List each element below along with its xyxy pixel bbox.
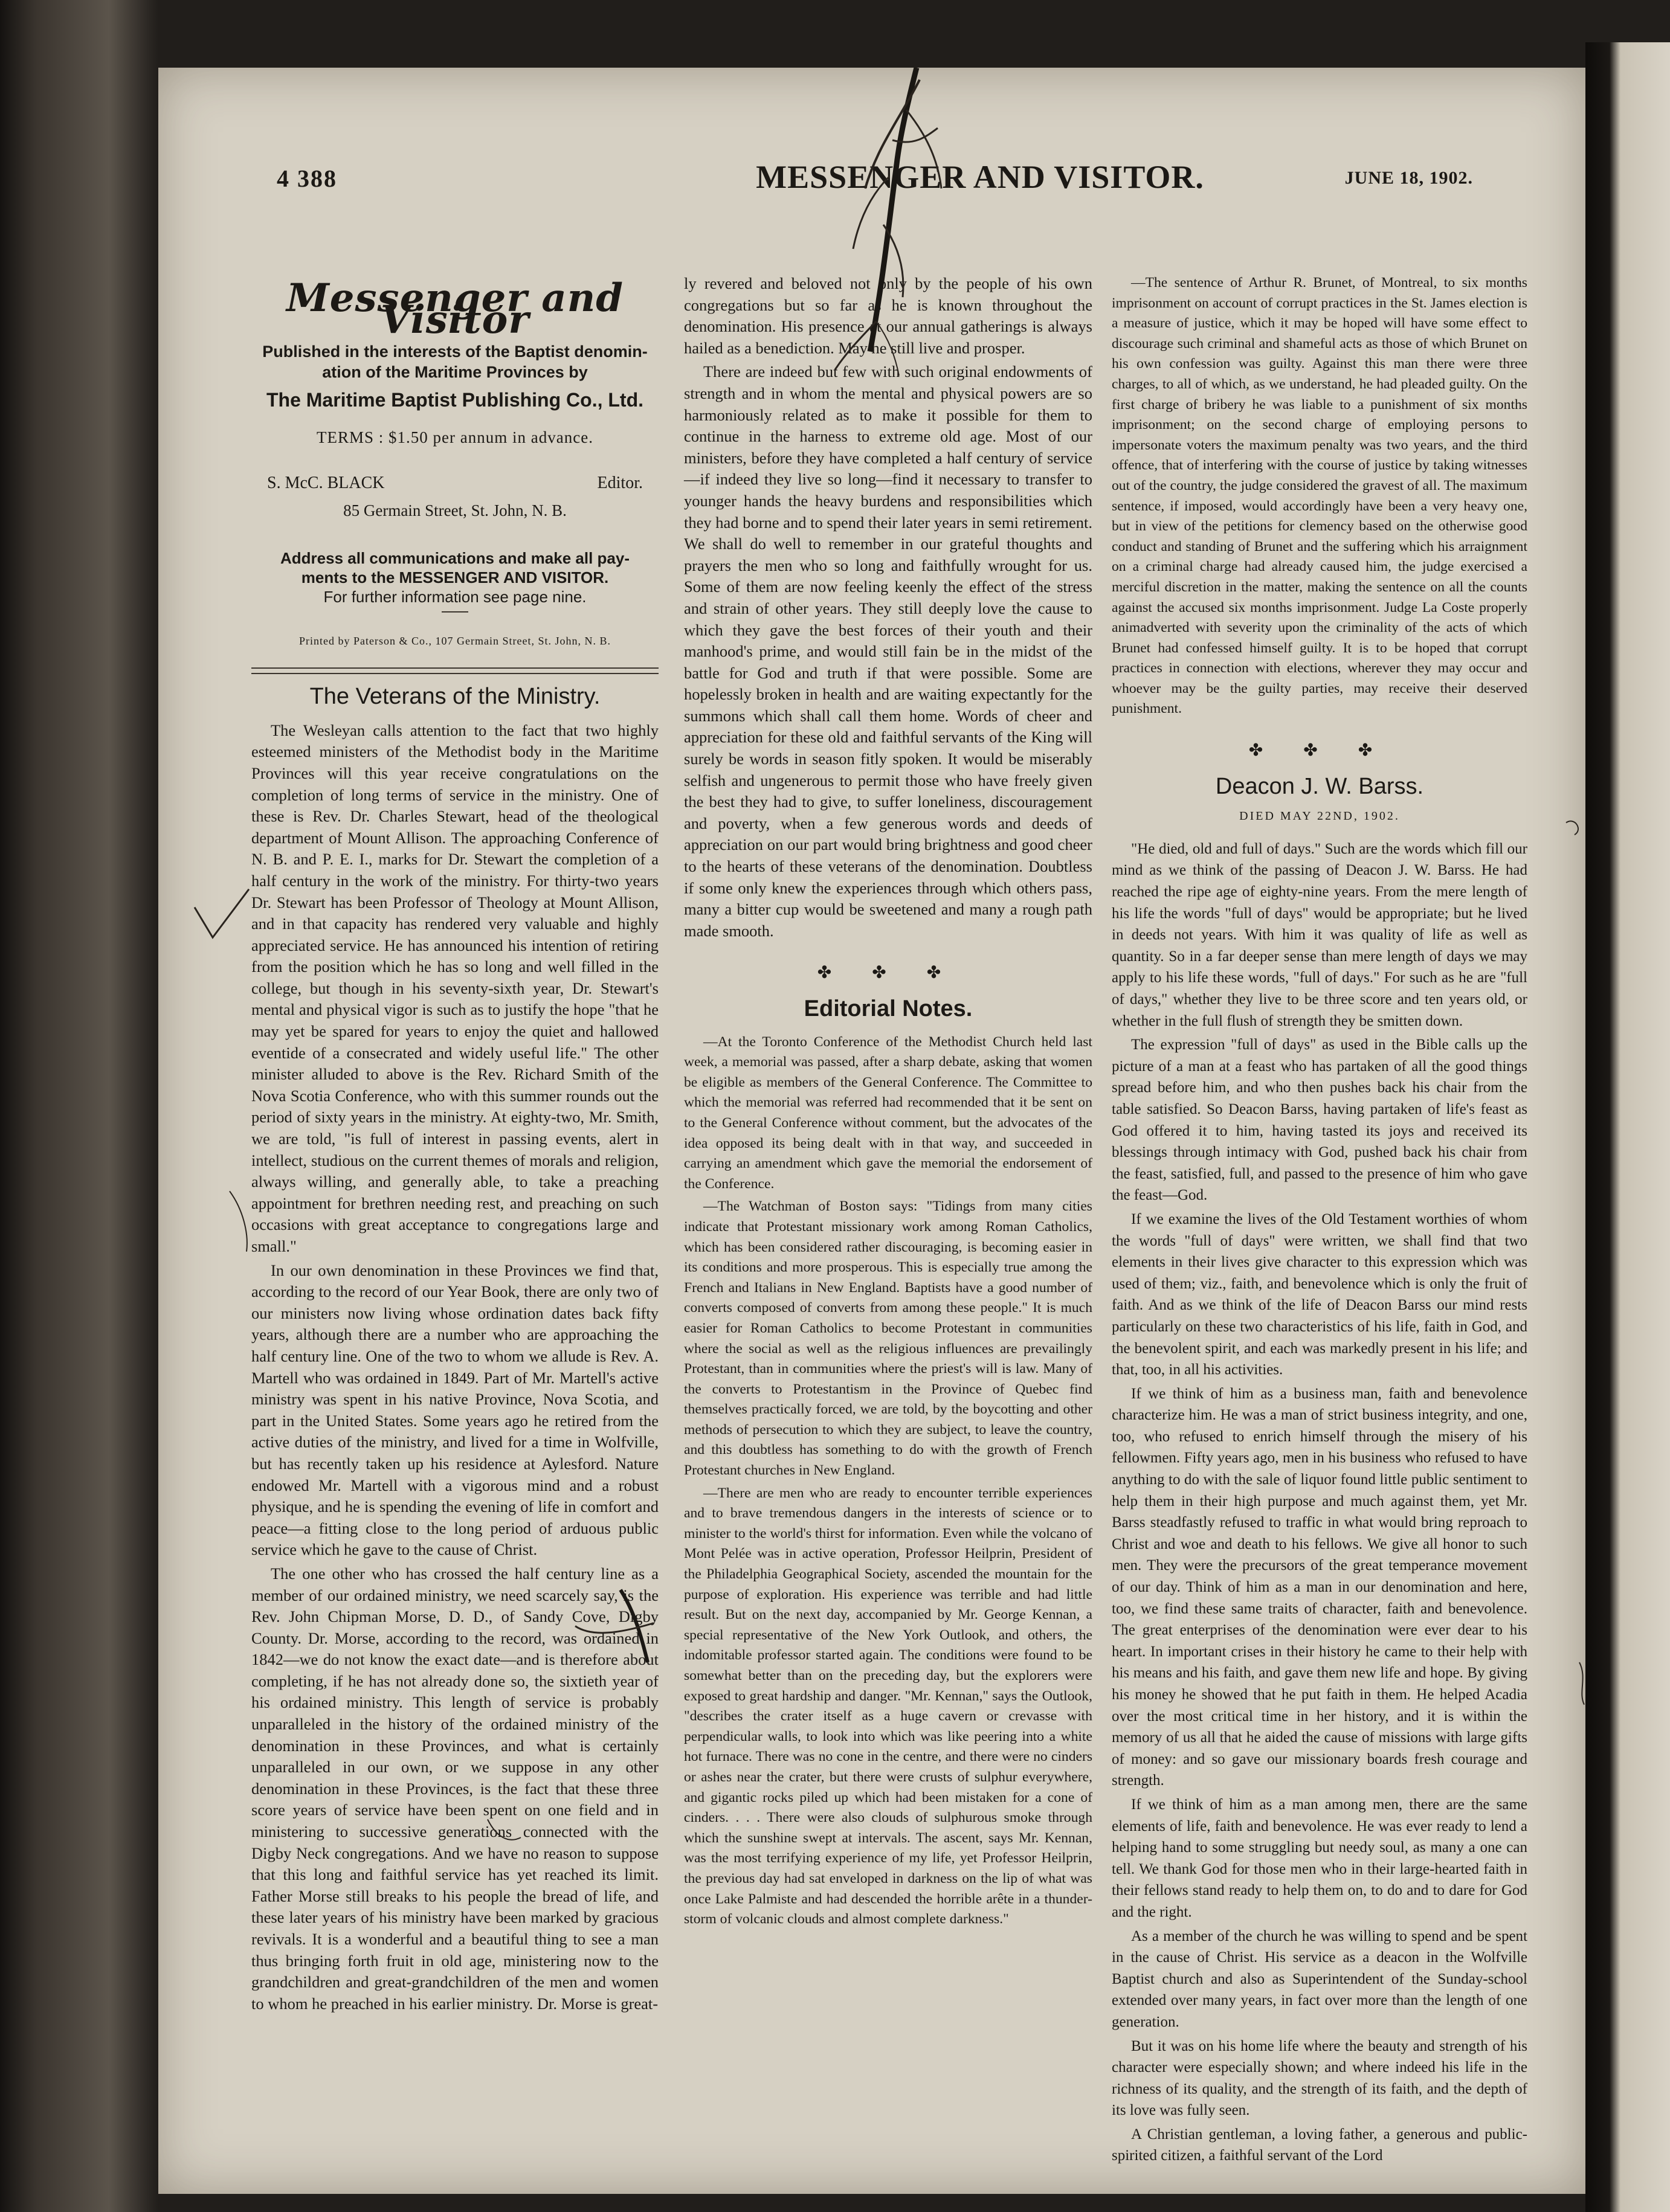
- obituary-paragraph: A Christian gentleman, a loving father, a generous and public-spirited citizen, a faithful servant of the Lord: [1112, 2126, 1527, 2164]
- editor-title: Editor.: [597, 474, 643, 493]
- article-title: The Veterans of the Ministry.: [309, 684, 601, 710]
- article-paragraph: ly revered and beloved not only by the people of his own congregations but so far as he is known throughout the denomination. His presence at our annual gatherings is always hailed as a benediction. May he still live and prosper.: [684, 274, 1092, 357]
- issue-date: JUNE 18, 1902.: [1344, 168, 1473, 188]
- obituary-paragraph: As a member of the church he was willing to spend and be spent in the cause of Christ. His service as a deacon in the Wolfville Baptist church and also as Superintendent of the Sunday-school extended over many years, in fact over more than the length of one generation.: [1112, 1927, 1527, 2030]
- article-paragraph: The Wesleyan calls attention to the fact that two highly esteemed ministers of the Methodist body in the Maritime Provinces will this year receive congratulations on the completion of long terms of service in the ministry. One of these is Rev. Dr. Charles Stewart, head of the theological department of Mount Allison. The approaching Conference of N. B. and P. E. I., marks for Dr. Stewart the completion of a half century in the work of the ministry. For thirty-two years Dr. Stewart has been Professor of Theology at Mount Allison, and in that capacity has rendered very valuable and highly appreciated service. He has announced his intention of retiring from the position which he has so long and well filled in the college, but though in his seventy-sixth year, Dr. Stewart's mental and physical vigor is such as to justify the hope "that he may yet be spared for years to enjoy the quiet and hallowed eventide of a consecrated and widely useful life." The other minister alluded to above is the Rev. Richard Smith of the Nova Scotia Conference, who with this summer rounds out the period of sixty years in the ministry. At eighty-two, Mr. Smith, we are told, "is full of interest in passing events, alert in intellect, studious on the current themes of morals and religion, always willing, and generally able, to take a preaching appointment for brethren needing rest, and preaching on such occasions with great acceptance to congregations large and small.": [251, 721, 659, 1255]
- article-paragraph: There are indeed but few with such original endowments of strength and in whom the mental and physical powers are so harmoniously related as to make it possible for them to continue in the harness to extreme old age. Most of our ministers, before they have completed a half century of service—if indeed they live so long—find it necessary to transfer to younger hands the heavy burdens and responsibilities which they had borne and to spend their later years in semi retirement. We shall do well to remember in our grateful thoughts and prayers the men who so long and faithfully wrought for us. Some of them are now feeling keenly the effect of the stress and strain of other years. They still deeply love the cause to which they gave the best forces of their youth and their manhood's prime, and would still fain be in the midst of the battle for God and truth if that were possible. Some are hopelessly broken in health and are waiting expectantly for the summons which shall call them home. Words of cheer and appreciation for these old and faithful servants of the King will surely be words in season fitly spoken. It would be miserably selfish and ungenerous to permit those who have freely given the best they had to give, to suffer loneliness, discouragement and poverty, when a few generous words and deeds of appreciation on our part would bring brightness and good cheer to the hearts of these veterans of the denomination. Doubtless if some only knew the experiences through which others pass, many a bitter cup would be sweetened and many a rough path made smooth.: [684, 362, 1092, 940]
- obituary-paragraph: If we think of him as a business man, faith and benevolence characterize him. He was a man of strict business integrity, and one, too, who refused to enrich himself through the misery of his fellowmen. Fifty years ago, men in his business who refused to have anything to do with the sale of liquor found little public sentiment to help them in their high purpose and much against them, yet Mr. Barss steadfastly refused to traffic in what would bring reproach to Christ and woe and death to his fellows. We give all honor to such men. They were the precursors of the great temperance movement of our day. Think of him as a man in our denomination and here, too, we find these same traits of character, faith and benevolence. The great enterprises of the denomination were ever dear to his heart. In important crises in their history he came to their help with his means and his faith, and gave them new life and hope. By giving his money he showed that he put faith in them. He helped Acadia over the most critical time in her history, and it is within the memory of us all that he aided the cause of missions with large gifts of money: and so gave our missionary boards fresh courage and strength.: [1112, 1385, 1527, 1789]
- note-paragraph: —The Watchman of Boston says: "Tidings from many cities indicate that Protestant missionary work among Roman Catholics, which has been considered rather discouraging, is becoming easier in its conditions and more prosperous. This is especially true among the French and Italians in New England. Baptists have a good number of converts composed of converts from among these people." It is much easier for Roman Catholics to become Protestant in communities where the social as well as the religious influences are prevailingly Protestant, than in communities where the priest's will is law. Many of the converts to Protestantism in the Province of Quebec find themselves practically forced, we are told, by the boycotting and other methods of persecution to which they are subject, to leave the country, and this doubtless has something to do with the growth of French Protestant churches in New England.: [684, 1198, 1092, 1479]
- note-paragraph: —At the Toronto Conference of the Methodist Church held last week, a memorial was passed, after a sharp debate, asking that women be eligible as members of the General Conference. The Committee to which the memorial was referred had recommended that it be sent on to the General Conference without comment, but the advocates of the idea opposed its being dealt with in that way, and succeeded in carrying an amendment which gave the memorial the endorsement of the Conference.: [684, 1034, 1092, 1192]
- column-2: [684, 273, 1092, 1932]
- editorial-notes-continued: [1112, 273, 1527, 719]
- contact-line: For further information see page nine.: [323, 587, 587, 606]
- death-date: DIED MAY 22ND, 1902.: [1239, 809, 1400, 823]
- published-line: ation of the Maritime Provinces by: [322, 363, 588, 382]
- publisher-company: The Maritime Baptist Publishing Co., Ltd.: [266, 389, 643, 411]
- contact-line: Address all communications and make all pay-: [280, 548, 630, 567]
- obituary-title: Deacon J. W. Barss.: [1215, 773, 1424, 799]
- column-3: [1112, 273, 1527, 2169]
- obituary-paragraph: If we think of him as a man among men, there are the same elements of life, faith and benevolence. He was ever ready to lend a helping hand to some struggling but needy soul, as many a one can tell. We thank God for those men who in their large-hearted faith in their fellows stand ready to help them on, to do and to dare for God and the right.: [1112, 1796, 1527, 1920]
- published-line: Published in the interests of the Baptist denomin-: [262, 342, 648, 361]
- running-masthead: MESSENGER AND VISITOR.: [756, 159, 1204, 195]
- paper-title: Messenger and Visitor: [286, 275, 624, 342]
- article-paragraph: In our own denomination in these Provinces we find that, according to the record of our Year Book, there are only two of our ministers now living whose ordination dates back fifty years, although there are a number who are approaching the half century line. One of the two to whom we allude is Rev. A. Martell who was ordained in 1849. Part of Mr. Martell's active ministry was spent in his native Province, Nova Scotia, and part in the United States. Some years ago he retired from the active duties of the ministry, and lived for a time in Wolfville, but has recently taken up his residence at Aylesford. Nature endowed Mr. Martell with a vigorous mind and a robust physique, and he is spending the evening of life in comfort and peace—a fitting close to the long period of arduous public service which he gave to the cause of Christ.: [251, 1261, 659, 1559]
- office-address: 85 Germain Street, St. John, N. B.: [343, 501, 567, 519]
- short-rule: [442, 611, 468, 612]
- section-separator: ✤ ✤ ✤: [1248, 741, 1391, 760]
- obituary-paragraph: The expression "full of days" as used in the Bible calls up the picture of a man at a feast who has partaken of all the good things spread before him, and who then pushes back his chair from the table satisfied. So Deacon Barss, having partaken of life's feast as God offered it to him, having tasted its joys and received its blessings through intimacy with God, pushed back his chair from the feast, satisfied, full, and passed to the presence of him who gave the feast—God.: [1112, 1037, 1527, 1204]
- column-1: [251, 273, 659, 2017]
- obituary-paragraph: If we examine the lives of the Old Testament worthies of whom the words "full of days" were written, we shall find that two elements in their lives give character to this expression which was used of them; viz., faith, and benevolence which is only the fruit of faith. And as we think of the life of Deacon Barss our mind rests particularly on these two characteristics of his life, faith in God, and the benevolent spirit, and each was markedly present in his life; and that, too, in all his activities.: [1112, 1210, 1527, 1378]
- section-rule: [251, 667, 659, 674]
- section-title: Editorial Notes.: [804, 996, 973, 1021]
- obituary-paragraph: But it was on his home life where the beauty and strength of his character were especially shown; and where indeed his life in the richness of its quality, and the strength of its faith, and the depth of its love was fully seen.: [1112, 2037, 1527, 2119]
- note-paragraph: —The sentence of Arthur R. Brunet, of Montreal, to six months imprisonment on account of corrupt practices in the St. James election is a measure of justice, which it may be hoped will have some effect to discourage such criminal and shameful acts as those of which Brunet on his own confession was guilty. Against this man there were three charges, to all of which, as we understand, he had pleaded guilty. On the first charge of bribery he was liable to a punishment of six months imprisonment; on the second charge of employing persons to impersonate voters the maximum penalty was two years, and the third offence, that of interfering with the course of justice by taking witnesses out of the country, the judge considered the gravest of all. The maximum sentence, if imposed, would accordingly have been a very heavy one, but in view of the petitions for clemency based on the otherwise good conduct and standing of Brunet and the suffering which his arraignment on a criminal charge had already caused him, the judge exercised a merciful discretion in the matter, making the sentence on all the counts against the accused six months imprisonment. Judge La Coste properly animadverted with severity upon the criminality of the acts of which Brunet had confessed himself guilty. It is to be hoped that corrupt practices in connection with elections, wherever they may occur and whoever may be the guilty parties, may receive their deserved punishment.: [1112, 275, 1527, 717]
- page-header: [158, 68, 1585, 207]
- newspaper-page: [158, 68, 1585, 2194]
- editorial-notes: [684, 1032, 1092, 1930]
- obituary-paragraph: "He died, old and full of days." Such are the words which fill our mind as we think of the passing of Deacon J. W. Barss. He had reached the ripe age of eighty-nine years. From the mere length of his life the words "full of days" would be appropriate; but he lived in deeds not years. With him it was quality of life as well as quantity. So in a far deeper sense than mere length of days we may apply to his life these words, "full of days." For such as he are "full of days," whether they live to be three score and ten years old, or whether in the full flush of strength they be smitten down.: [1112, 840, 1527, 1029]
- next-page-edge: [1585, 42, 1670, 2212]
- page-number: 4 388: [277, 165, 337, 192]
- section-separator: ✤ ✤ ✤: [817, 963, 959, 983]
- subscription-terms: TERMS : $1.50 per annum in advance.: [317, 428, 593, 446]
- note-paragraph: —There are men who are ready to encounter terrible experiences and to brave tremendous dangers in the interests of science or to minister to the world's thirst for information. Even while the volcano of Mont Pelée was in active operation, Professor Heilprin, President of the Philadelphia Geographical Society, ascended the mountain for the purpose of exploration. His experience was terrible and had little result. But on the next day, accompanied by Mr. George Kennan, a special representative of the New York Outlook, and others, the indomitable professor started again. The conditions were found to be somewhat better than on the preceding day, but the explorers were exposed to great hardship and danger. "Mr. Kennan," says the Outlook, "describes the crater itself as a huge cavern or crevasse with perpendicular walls, to look into which was like peering into a white hot furnace. There was no cone in the centre, and there were no cinders or ashes near the crater, but there were crusts of sulphur everywhere, and gigantic rocks piled up which had been mistaken for a cone of cinders. . . . There were also clouds of sulphurous smoke through which the sunshine swept at intervals. The ascent, says Mr. Kennan, was the most terrifying experience of my life, yet Professor Heilprin, the previous day had sat enveloped in darkness on the lip of what was once Lake Palmiste and had descended the horrible arête in a thunder-storm of volcanic clouds and almost complete darkness.": [684, 1485, 1092, 1927]
- printer-credit: Printed by Paterson & Co., 107 Germain Street, St. John, N. B.: [299, 634, 611, 647]
- contact-line: ments to the MESSENGER AND VISITOR.: [301, 568, 609, 587]
- article-paragraph: The one other who has crossed the half century line as a member of our ordained ministry, we need scarcely say, is the Rev. John Chipman Morse, D. D., of Sandy Cove, Digby County. Dr. Morse, according to the record, was ordained in 1842—we do not know the exact date—and is therefore about completing, if he has not already done so, the sixtieth year of his ordained ministry. This length of service is probably unparalleled in the history of the ordained ministry of the denomination in these Provinces, and what is certainly unparalleled in our own, or we suppose in any other denomination in these Provinces, is the fact that these three score years of service have been spent on one field and in ministering to successive generations connected with the Digby Neck congregations. And we have no reason to suppose that this long and faithful service has yet reached its limit. Father Morse still breaks to his people the bread of life, and these later years of his ministry have been marked by gracious revivals. It is a wonderful and a beautiful thing to see a man thus bringing forth fruit in old age, ministering now to the grandchildren and great-grandchildren of the men and women to whom he preached in his earlier ministry. Dr. Morse is great-: [251, 1564, 659, 2013]
- editor-name: S. McC. BLACK: [267, 474, 385, 493]
- editor-line: [251, 472, 659, 494]
- masthead-block: [251, 275, 659, 652]
